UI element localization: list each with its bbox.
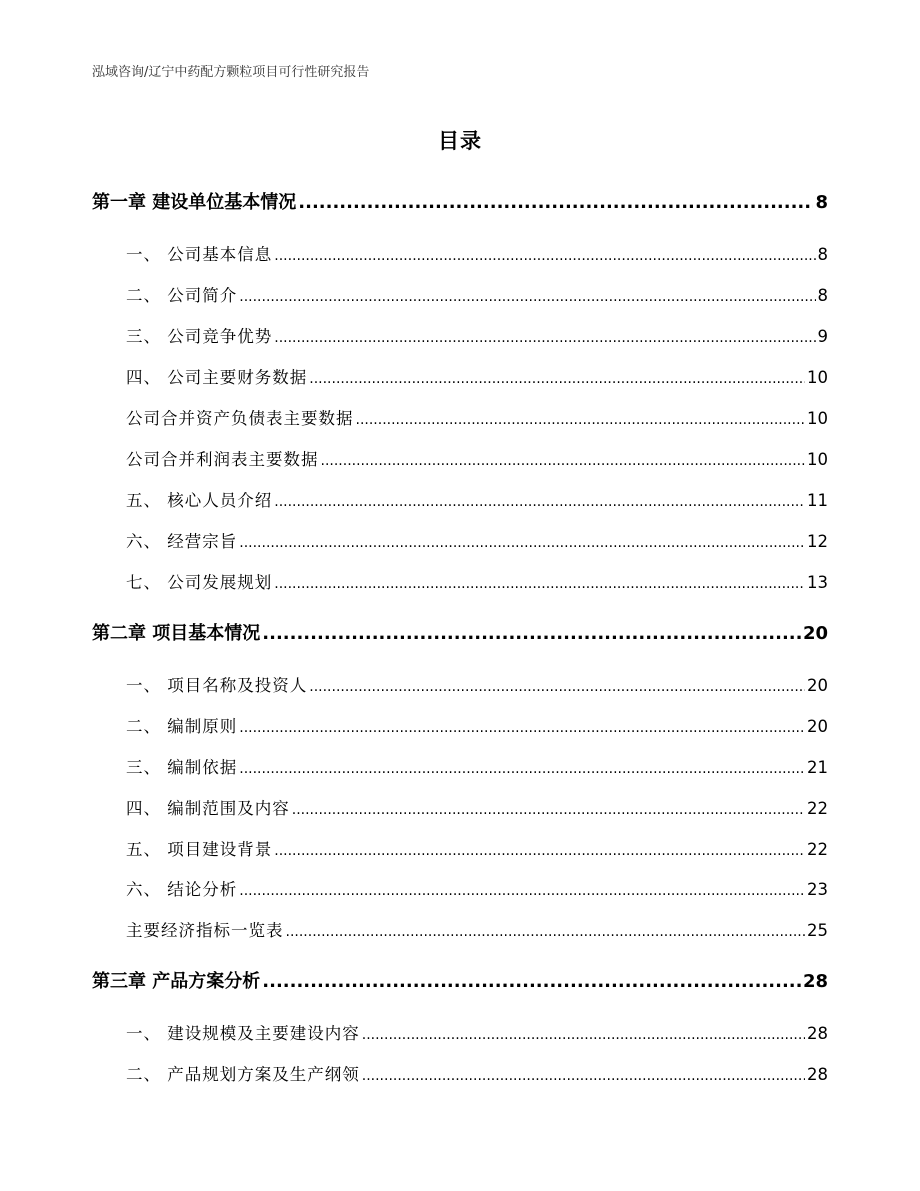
toc-label: 主要经济指标一览表 (126, 921, 284, 940)
toc-page-number: 23 (807, 880, 828, 899)
toc-label: 七、 公司发展规划 (126, 573, 273, 592)
toc-label: 二、 公司简介 (126, 286, 238, 305)
toc-page-number: 22 (807, 799, 828, 818)
toc-section[interactable] (126, 836, 828, 860)
toc-section[interactable] (126, 672, 828, 696)
toc-leader (274, 576, 805, 592)
toc-leader (274, 494, 805, 510)
toc-section[interactable] (126, 528, 828, 552)
toc-leader (239, 761, 805, 777)
toc-leader (239, 883, 805, 899)
toc-title: 目录 (438, 129, 482, 153)
toc-section[interactable] (126, 1061, 828, 1085)
toc-page-number: 28 (802, 971, 828, 992)
toc-section[interactable] (126, 323, 828, 347)
toc-section[interactable] (126, 1020, 828, 1044)
toc-leader (309, 679, 805, 695)
toc-section[interactable] (126, 754, 828, 778)
toc-label: 六、 结论分析 (126, 880, 238, 899)
toc-leader (262, 623, 801, 644)
toc-page-number: 8 (817, 286, 828, 305)
toc-leader (362, 1068, 805, 1084)
toc-page-number: 20 (802, 623, 828, 644)
toc-label: 一、 公司基本信息 (126, 245, 273, 264)
toc-page-number: 8 (817, 245, 828, 264)
toc-chapter[interactable] (92, 188, 828, 214)
toc-chapter[interactable] (92, 967, 828, 993)
toc-page-number: 13 (807, 573, 828, 592)
toc-page-number: 20 (807, 676, 828, 695)
toc-page-number: 11 (807, 491, 828, 510)
toc-leader (262, 971, 801, 992)
toc-label: 二、 编制原则 (126, 717, 238, 736)
toc-leader (309, 371, 805, 387)
toc-label: 三、 公司竞争优势 (126, 327, 273, 346)
toc-section[interactable] (126, 364, 828, 388)
toc-page-number: 25 (807, 921, 828, 940)
toc-label: 三、 编制依据 (126, 758, 238, 777)
toc-label: 五、 项目建设背景 (126, 840, 273, 859)
toc-page-number: 10 (807, 450, 828, 469)
toc-section[interactable] (126, 405, 828, 429)
toc-label: 第二章 项目基本情况 (92, 623, 261, 644)
toc-leader (274, 248, 815, 264)
toc-section[interactable] (126, 795, 828, 819)
toc-section[interactable] (126, 713, 828, 737)
toc-chapter[interactable] (92, 619, 828, 645)
toc-label: 四、 公司主要财务数据 (126, 368, 308, 387)
toc-leader (239, 289, 815, 305)
toc-section[interactable] (126, 917, 828, 941)
toc-page-number: 9 (817, 327, 828, 346)
toc-leader (356, 412, 806, 428)
toc-label: 六、 经营宗旨 (126, 532, 238, 551)
toc-leader (321, 453, 806, 469)
toc-section[interactable] (126, 876, 828, 900)
toc-leader (239, 535, 805, 551)
toc-label: 四、 编制范围及内容 (126, 799, 290, 818)
running-header: 泓域咨询/辽宁中药配方颗粒项目可行性研究报告 (92, 65, 370, 80)
toc-leader (286, 924, 806, 940)
toc-section[interactable] (126, 282, 828, 306)
toc-leader (292, 802, 805, 818)
toc-leader (274, 330, 815, 346)
toc-page-number: 28 (807, 1065, 828, 1084)
toc-page-number: 12 (807, 532, 828, 551)
toc-leader (274, 843, 805, 859)
toc-label: 二、 产品规划方案及生产纲领 (126, 1065, 360, 1084)
toc-section[interactable] (126, 446, 828, 470)
toc-page-number: 10 (807, 368, 828, 387)
toc-page-number: 28 (807, 1024, 828, 1043)
toc-label: 第三章 产品方案分析 (92, 971, 261, 992)
toc-page-number: 8 (815, 192, 828, 213)
toc-section[interactable] (126, 241, 828, 265)
toc-leader (362, 1027, 805, 1043)
toc-section[interactable] (126, 487, 828, 511)
toc-label: 公司合并利润表主要数据 (126, 450, 319, 469)
toc-leader (298, 192, 813, 213)
toc-label: 一、 项目名称及投资人 (126, 676, 308, 695)
toc-page-number: 20 (807, 717, 828, 736)
toc-page-number: 21 (807, 758, 828, 777)
toc-label: 第一章 建设单位基本情况 (92, 192, 297, 213)
toc-label: 五、 核心人员介绍 (126, 491, 273, 510)
toc-page-number: 22 (807, 840, 828, 859)
toc-page-number: 10 (807, 409, 828, 428)
toc-section[interactable] (126, 569, 828, 593)
toc-leader (239, 720, 805, 736)
toc-label: 公司合并资产负债表主要数据 (126, 409, 354, 428)
toc-label: 一、 建设规模及主要建设内容 (126, 1024, 360, 1043)
